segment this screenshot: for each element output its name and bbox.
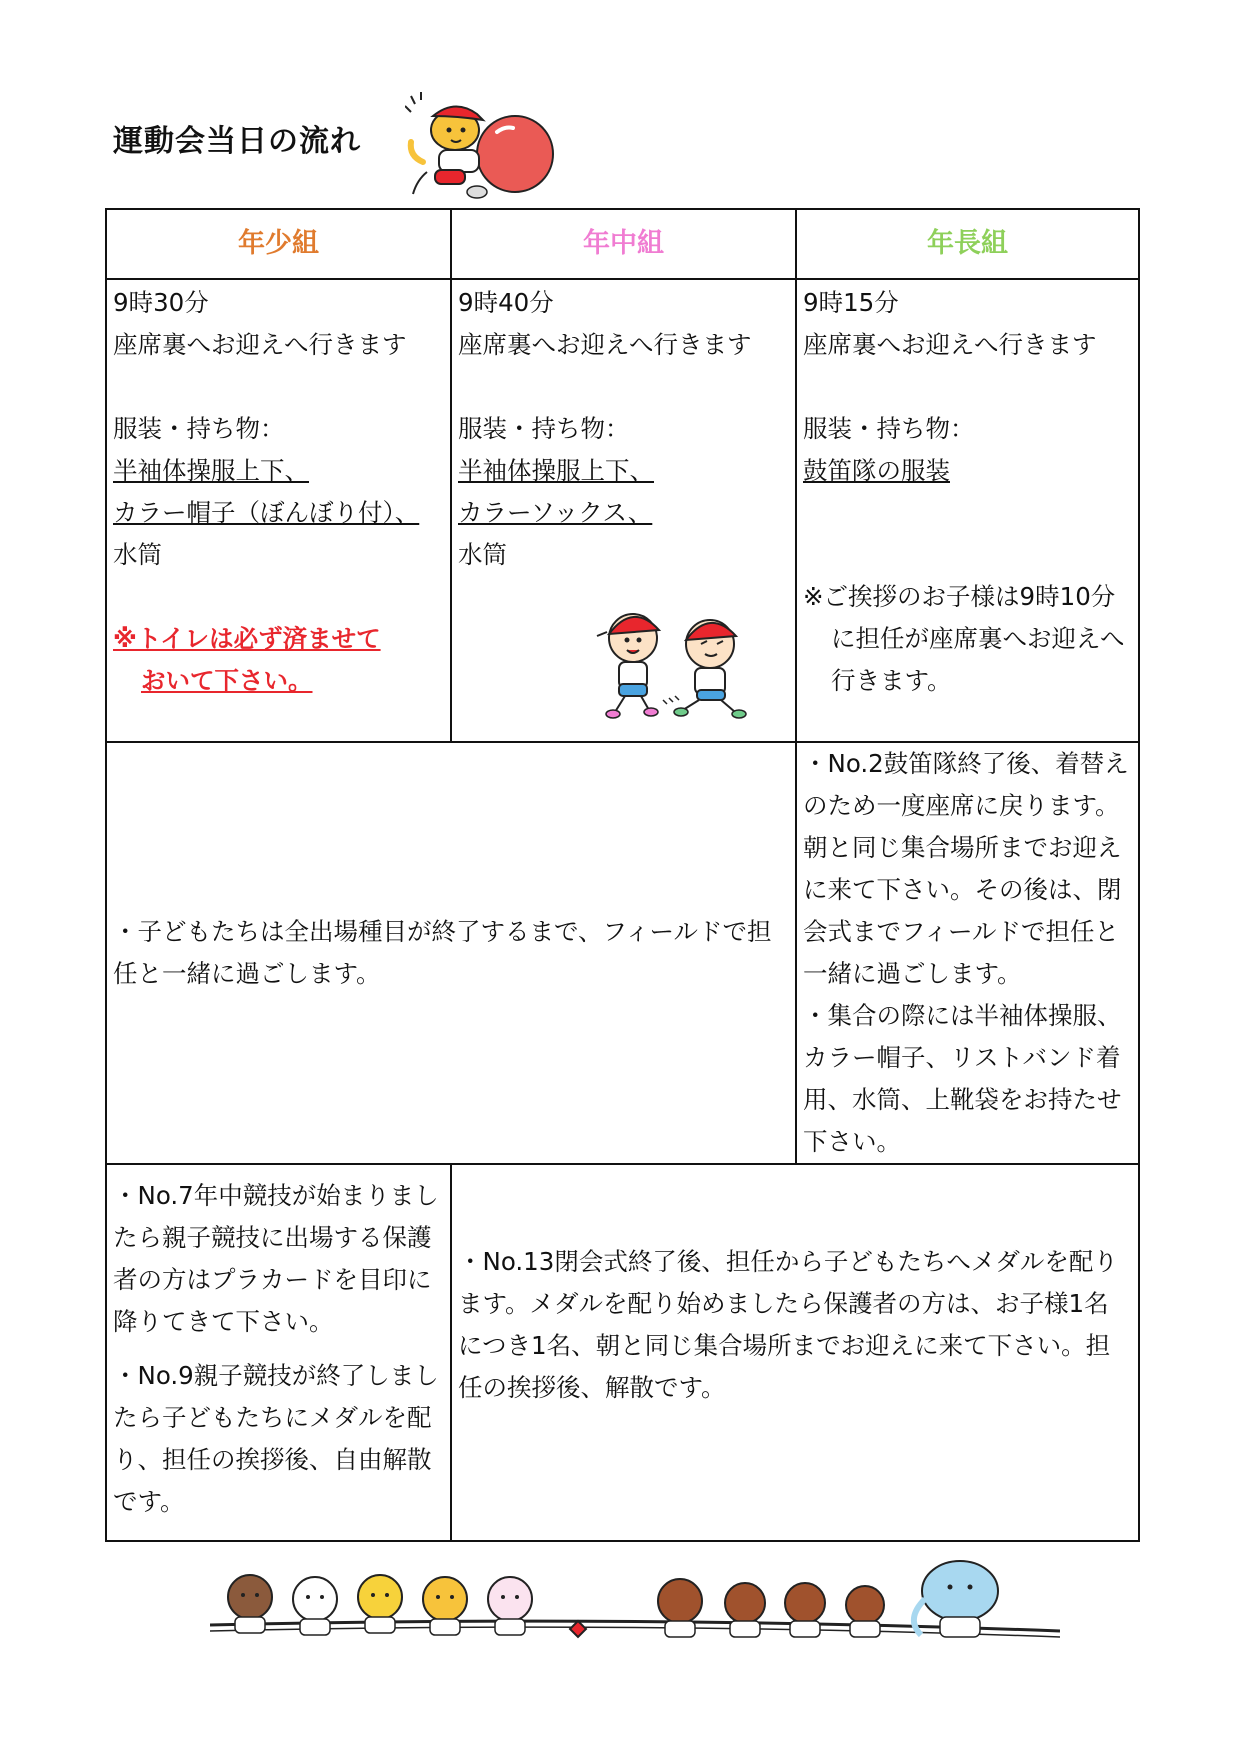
middle-common-text: ・子どもたちは全出場種目が終了するまで、フィールドで担任と一緒に過ごします。 xyxy=(113,917,772,988)
bottom-left-text-2: ・No.9親子競技が終了しましたら子どもたちにメダルを配り、担任の挨拶後、自由解散です。 xyxy=(113,1361,439,1516)
schedule-table xyxy=(105,208,1140,1542)
nencho-note-line-3: 行きます。 xyxy=(831,666,952,695)
nenchu-item-3: 水筒 xyxy=(458,540,507,569)
nencho-note-line-1: ※ご挨拶のお子様は9時10分 xyxy=(803,582,1116,611)
nensho-warning-line-2: おいて下さい。 xyxy=(141,666,313,695)
nensho-item-2: カラー帽子（ぼんぼり付）、 xyxy=(113,498,420,527)
nencho-cell xyxy=(796,279,1139,742)
nenchu-time: 9時40分 xyxy=(458,288,554,317)
bottom-right-text: ・No.13閉会式終了後、担任から子どもたちへメダルを配ります。メダルを配り始めましたら保護者の方は、お子様1名につき1名、朝と同じ集合場所までお迎えに来て下さい。担任の挨拶後、解散です。 xyxy=(458,1246,1118,1402)
bottom-left-text-1: ・No.7年中競技が始まりましたら親子競技に出場する保護者の方はプラカードを目印に降りてきて下さい。 xyxy=(113,1181,439,1336)
nenchu-items-label: 服装・持ち物： xyxy=(458,414,630,443)
nensho-items-label: 服装・持ち物： xyxy=(113,414,285,443)
nencho-item-1: 鼓笛隊の服装 xyxy=(803,456,950,485)
middle-nencho-cell xyxy=(796,742,1139,1164)
page-title: 運動会当日の流れ xyxy=(113,124,361,159)
header-nencho: 年長組 xyxy=(796,209,1139,279)
nensho-time: 9時30分 xyxy=(113,288,209,317)
nensho-cell xyxy=(106,279,451,742)
nensho-warning-line-1: ※トイレは必ず済ませて xyxy=(113,624,381,653)
header-nenchu: 年中組 xyxy=(451,209,796,279)
nencho-note-line-2: に担任が座席裏へお迎えへ xyxy=(831,624,1125,653)
middle-common-cell xyxy=(106,742,796,1164)
middle-nencho-text-1: ・No.2鼓笛隊終了後、着替えのため一度座席に戻ります。朝と同じ集合場所までお迎えに来て下さい。その後は、閉会式までフィールドで担任と一緒に過ごします。 xyxy=(803,749,1129,988)
nenchu-pickup: 座席裏へお迎えへ行きます xyxy=(458,330,752,359)
nenchu-item-2: カラーソックス、 xyxy=(458,498,653,527)
nensho-item-1: 半袖体操服上下、 xyxy=(113,456,309,485)
nencho-pickup: 座席裏へお迎えへ行きます xyxy=(803,330,1097,359)
middle-nencho-text-2: ・集合の際には半袖体操服、カラー帽子、リストバンド着用、水筒、上靴袋をお持たせ下さい。 xyxy=(803,1001,1122,1156)
running-kids-icon xyxy=(585,600,765,720)
tiger-with-ball-icon xyxy=(405,92,565,202)
bottom-right-cell xyxy=(451,1164,1139,1541)
nencho-items-label: 服装・持ち物： xyxy=(803,414,975,443)
header-nensho: 年少組 xyxy=(106,209,451,279)
nensho-item-3: 水筒 xyxy=(113,540,162,569)
nencho-time: 9時15分 xyxy=(803,288,899,317)
nensho-pickup: 座席裏へお迎えへ行きます xyxy=(113,330,407,359)
tug-of-war-animals-icon xyxy=(210,1555,1060,1655)
nenchu-item-1: 半袖体操服上下、 xyxy=(458,456,654,485)
bottom-left-cell xyxy=(106,1164,451,1541)
